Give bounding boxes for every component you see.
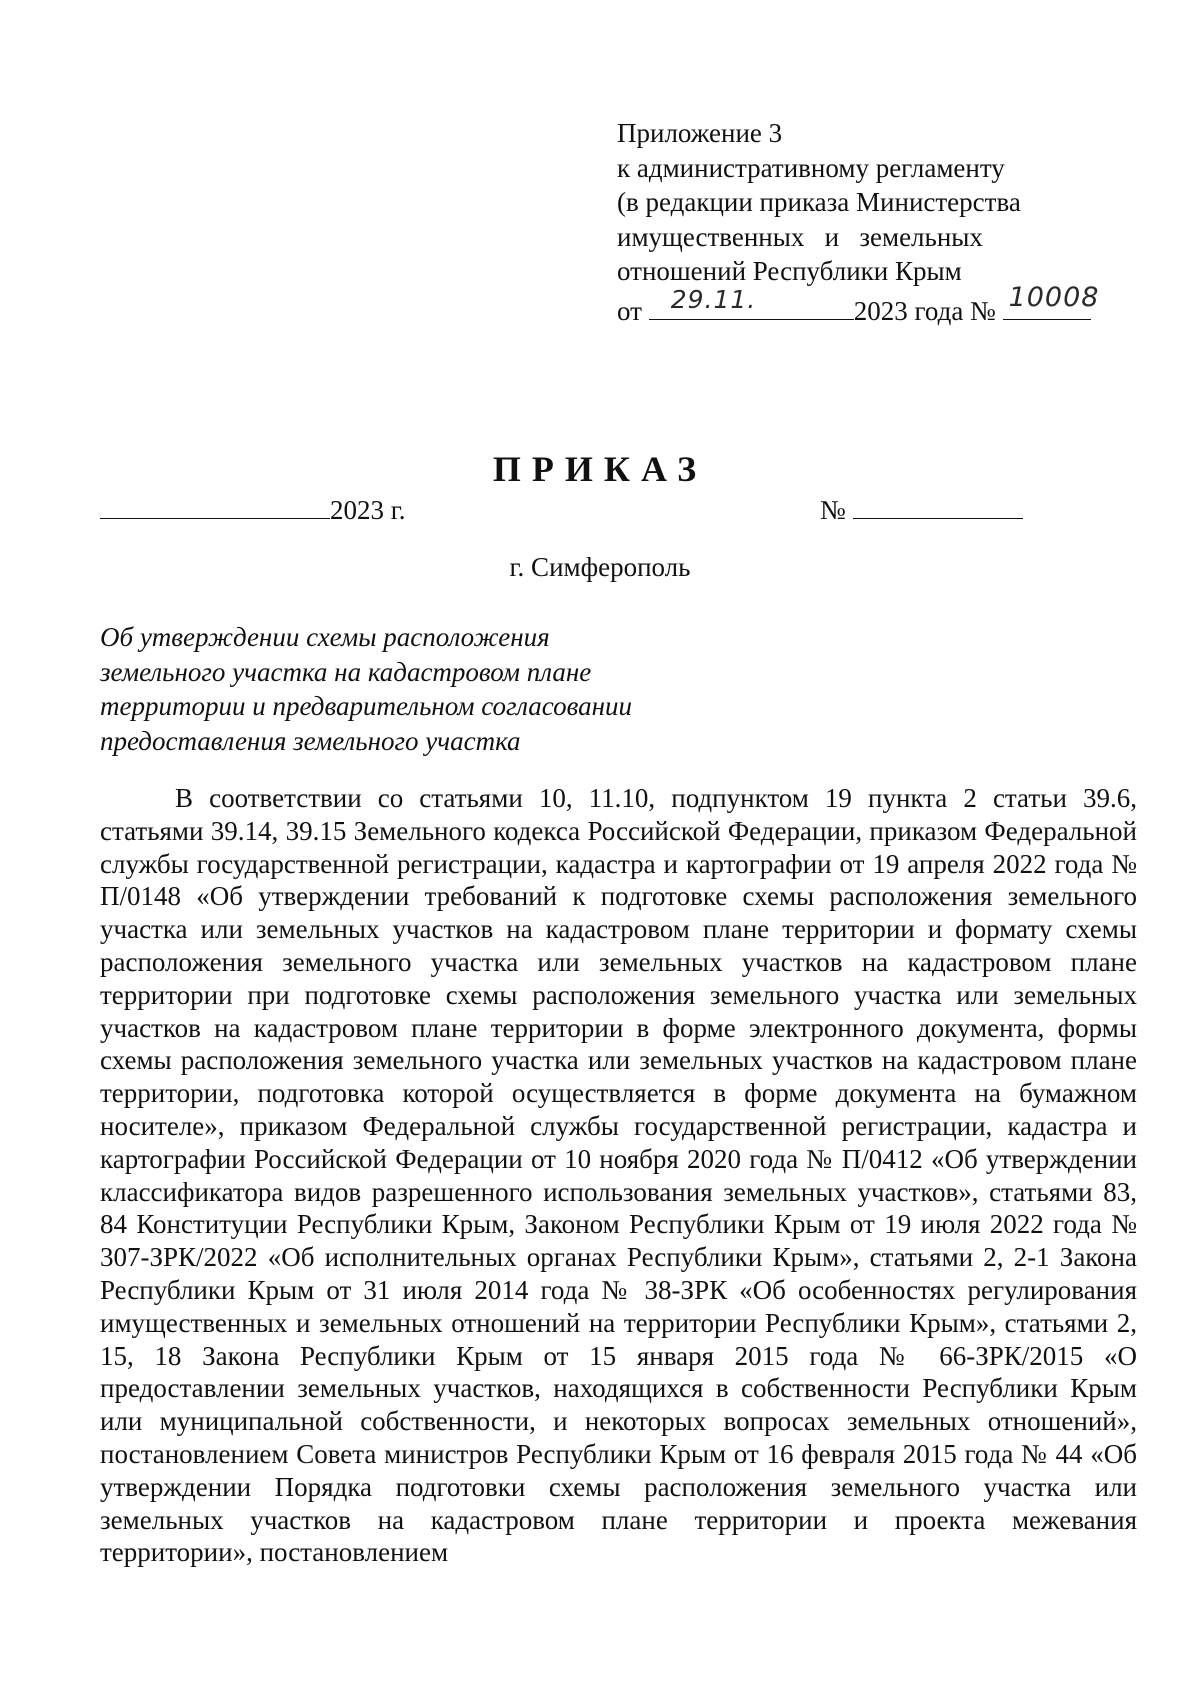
appendix-year-text: 2023 года № bbox=[853, 295, 996, 326]
subject-line: земельного участка на кадастровом плане bbox=[100, 656, 592, 687]
appendix-date-prefix: от bbox=[617, 295, 642, 326]
order-year: 2023 г. bbox=[330, 495, 406, 525]
order-date bbox=[100, 490, 406, 526]
appendix-line: (в редакции приказа Министерства bbox=[617, 187, 1021, 217]
subject-line: предоставления земельного участка bbox=[100, 725, 521, 756]
appendix-date-field bbox=[649, 284, 854, 320]
appendix-date-line bbox=[617, 281, 1137, 329]
subject-line: Об утверждении схемы расположения bbox=[100, 622, 550, 652]
subject-line: территории и предварительном согласовании bbox=[100, 691, 633, 721]
order-number bbox=[820, 490, 1023, 526]
appendix-line: отношений Республики Крым bbox=[617, 256, 962, 286]
order-subject bbox=[100, 620, 700, 758]
city: г. Симферополь bbox=[509, 552, 691, 582]
document-title: ПРИКАЗ bbox=[492, 449, 708, 489]
body-paragraph: В соответствии со статьями 10, 11.10, подпунктом 19 пункта 2 статьи 39.6, статьями 39.14, 39.15 Земельного кодекса Российской Федерации, приказом Федеральной службы государственной регистрации, кадастра и картографии от 19 апреля 2022 года № П/0148 «Об утверждении требований к подготовке схемы расположения земельного участка или земельных участков на кадастровом плане территории и формату схемы расположения земельного участка или земельных участков на кадастровом плане территории при подготовке схемы расположения земельного участка или земельных участков на кадастровом плане территории в форме электронного документа, формы схемы расположения земельного участка или земельных участков на кадастровом плане территории, подготовка которой осуществляется в форме документа на бумажном носителе», приказом Федеральной службы государственной регистрации, кадастра и картографии Российской Федерации от 10 ноября 2020 года № П/0412 «Об утверждении классификатора видов разрешенного использования земельных участков», статьями 83, 84 Конституции Республики Крым, Законом Республики Крым от 19 июля 2022 года № 307-ЗРК/2022 «Об исполнительных органах Республики Крым», статьями 2, 2-1 Закона Республики Крым от 31 июля 2014 года № 38-ЗРК «Об особенностях регулирования имущественных и земельных отношений на территории Республики Крым», статьями 2, 15, 18 Закона Республики Крым от 15 января 2015 года № 66-ЗРК/2015 «О предоставлении земельных участков, находящихся в собственности Республики Крым или муниципальной собственности, и некоторых вопросах земельных отношений», постановлением Совета министров Республики Крым от 16 февраля 2015 года № 44 «Об утверждении Порядка подготовки схемы расположения земельного участка или земельных участков на кадастровом плане территории и проекта межевания территории», постановлением bbox=[100, 783, 1137, 1568]
appendix-number-field bbox=[1003, 281, 1100, 320]
order-number-blank bbox=[853, 490, 1023, 519]
order-number-label: № bbox=[820, 495, 846, 525]
appendix-line: к административному регламенту bbox=[617, 152, 1005, 183]
appendix-line: имущественных и земельных bbox=[617, 221, 983, 252]
handwritten-number: 10008 bbox=[1008, 281, 1100, 313]
order-date-blank bbox=[100, 490, 330, 519]
handwritten-date: 29.11. bbox=[670, 284, 757, 314]
appendix-block bbox=[617, 116, 1137, 328]
appendix-line: Приложение 3 bbox=[617, 118, 783, 148]
